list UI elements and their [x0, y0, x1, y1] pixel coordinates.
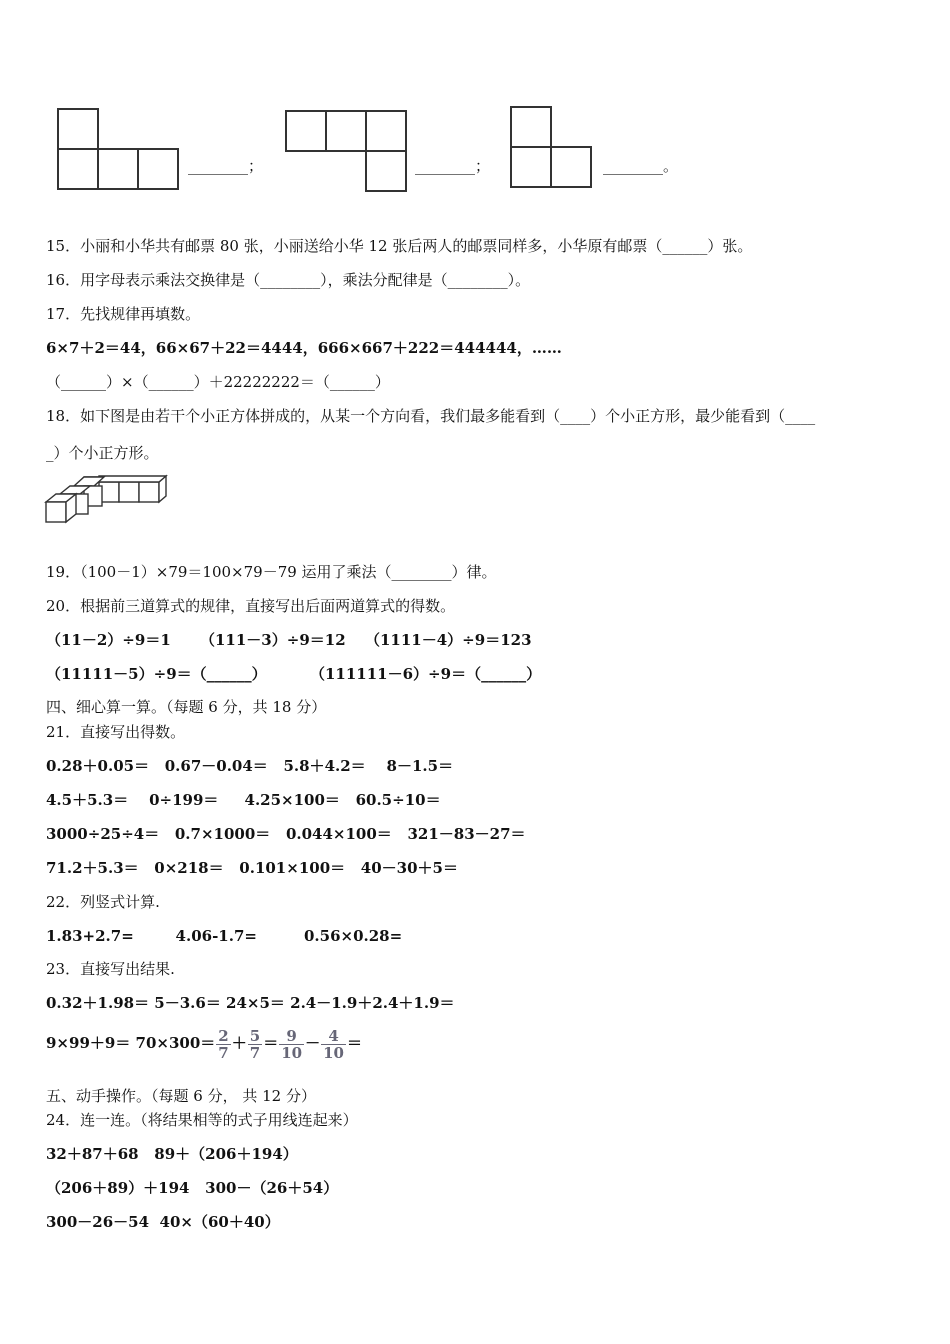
q20-example-2: （111－3）÷9＝12	[200, 631, 346, 649]
square	[57, 148, 99, 190]
fraction	[279, 1028, 304, 1061]
q20-question-1: （11111－5）÷9＝（______）	[46, 665, 267, 683]
cube-figure	[44, 472, 170, 526]
section-4-heading: 四、细心算一算。（每题 6 分，共 18 分）	[46, 698, 327, 716]
square	[550, 146, 592, 188]
q21-row-4: 71.2＋5.3＝ 0×218＝ 0.101×100＝ 40－30＋5＝	[46, 859, 458, 877]
q21-row-1: 0.28＋0.05＝ 0.67－0.04＝ 5.8＋4.2＝ 8－1.5＝	[46, 757, 454, 775]
q23-row-2	[46, 1025, 362, 1061]
fraction	[321, 1028, 346, 1061]
q22-row: 1.83+2.7= 4.06-1.7= 0.56×0.28=	[46, 927, 403, 945]
question-18-line1: 18．如下图是由若干个小正方体拼成的，从某一个方向看，我们最多能看到（____）个小正方形，最少能看到（____	[46, 407, 816, 425]
fraction-numerator: 2	[218, 1026, 229, 1045]
fraction	[216, 1028, 230, 1061]
square	[325, 110, 367, 152]
square	[365, 150, 407, 192]
question-22-title: 22．列竖式计算.	[46, 893, 160, 911]
question-20-title: 20．根据前三道算式的规律，直接写出后面两道算式的得数。	[46, 597, 456, 615]
q23-row-1: 0.32＋1.98＝ 5－3.6＝ 24×5＝ 2.4－1.9＋2.4＋1.9＝	[46, 994, 455, 1012]
question-17-title: 17．先找规律再填数。	[46, 305, 201, 323]
q20-question-2: （111111－6）÷9＝（______）	[310, 665, 542, 683]
q21-row-3: 3000÷25÷4＝ 0.7×1000＝ 0.044×100＝ 321－83－27＝	[46, 825, 526, 843]
answer-blank-2[interactable]: ________；	[415, 157, 491, 175]
question-15: 15．小丽和小华共有邮票 80 张，小丽送给小华 12 张后两人的邮票同样多，小华原有邮票（______）张。	[46, 237, 753, 255]
section-5-heading: 五、动手操作。（每题 6 分， 共 12 分）	[46, 1087, 316, 1105]
square	[97, 148, 139, 190]
question-16: 16．用字母表示乘法交换律是（________），乘法分配律是（________）。	[46, 271, 531, 289]
q23-row-2-text: 9×99＋9＝ 70×300＝	[46, 1034, 216, 1052]
question-24-title: 24．连一连。（将结果相等的式子用线连起来）	[46, 1111, 358, 1129]
operator: －	[305, 1034, 321, 1052]
question-21-title: 21．直接写出得数。	[46, 723, 186, 741]
fraction-denominator: 10	[323, 1043, 344, 1062]
operator: ＋	[231, 1034, 247, 1052]
q20-example-1: （11－2）÷9＝1	[46, 631, 171, 649]
q21-row-2: 4.5＋5.3＝ 0÷199＝ 4.25×100＝ 60.5÷10＝	[46, 791, 441, 809]
answer-blank-1[interactable]: ________；	[188, 157, 264, 175]
square	[510, 106, 552, 148]
fraction-numerator: 4	[321, 1028, 346, 1045]
q24-row-2: （206＋89）＋194 300－（26＋54）	[46, 1179, 339, 1197]
question-17-blanks: （______）×（______）＋22222222＝（______）	[46, 373, 390, 391]
fraction-numerator: 5	[249, 1026, 261, 1045]
square	[57, 108, 99, 150]
fraction-denominator: 10	[281, 1043, 303, 1062]
q24-row-1: 32＋87＋68 89＋（206＋194）	[46, 1145, 298, 1163]
answer-blank-3[interactable]: ________。	[603, 157, 679, 175]
question-19: 19．（100－1）×79＝100×79－79 运用了乘法（________）律。	[46, 563, 497, 581]
fraction-numerator: 9	[279, 1028, 304, 1045]
question-18-line2: _）个小正方形。	[46, 444, 159, 462]
square	[365, 110, 407, 152]
question-17-pattern: 6×7＋2＝44，66×67＋22＝4444，666×667＋222＝444444，……	[46, 339, 562, 357]
fraction-denominator: 7	[249, 1043, 261, 1062]
square	[510, 146, 552, 188]
operator: ＝	[263, 1034, 279, 1052]
fraction	[248, 1028, 262, 1061]
question-23-title: 23．直接写出结果.	[46, 960, 175, 978]
q24-row-3: 300－26－54 40×（60＋40）	[46, 1213, 280, 1231]
operator: ＝	[346, 1034, 362, 1052]
q20-example-3: （1111－4）÷9＝123	[365, 631, 532, 649]
fraction-denominator: 7	[218, 1043, 229, 1062]
square	[285, 110, 327, 152]
square	[137, 148, 179, 190]
